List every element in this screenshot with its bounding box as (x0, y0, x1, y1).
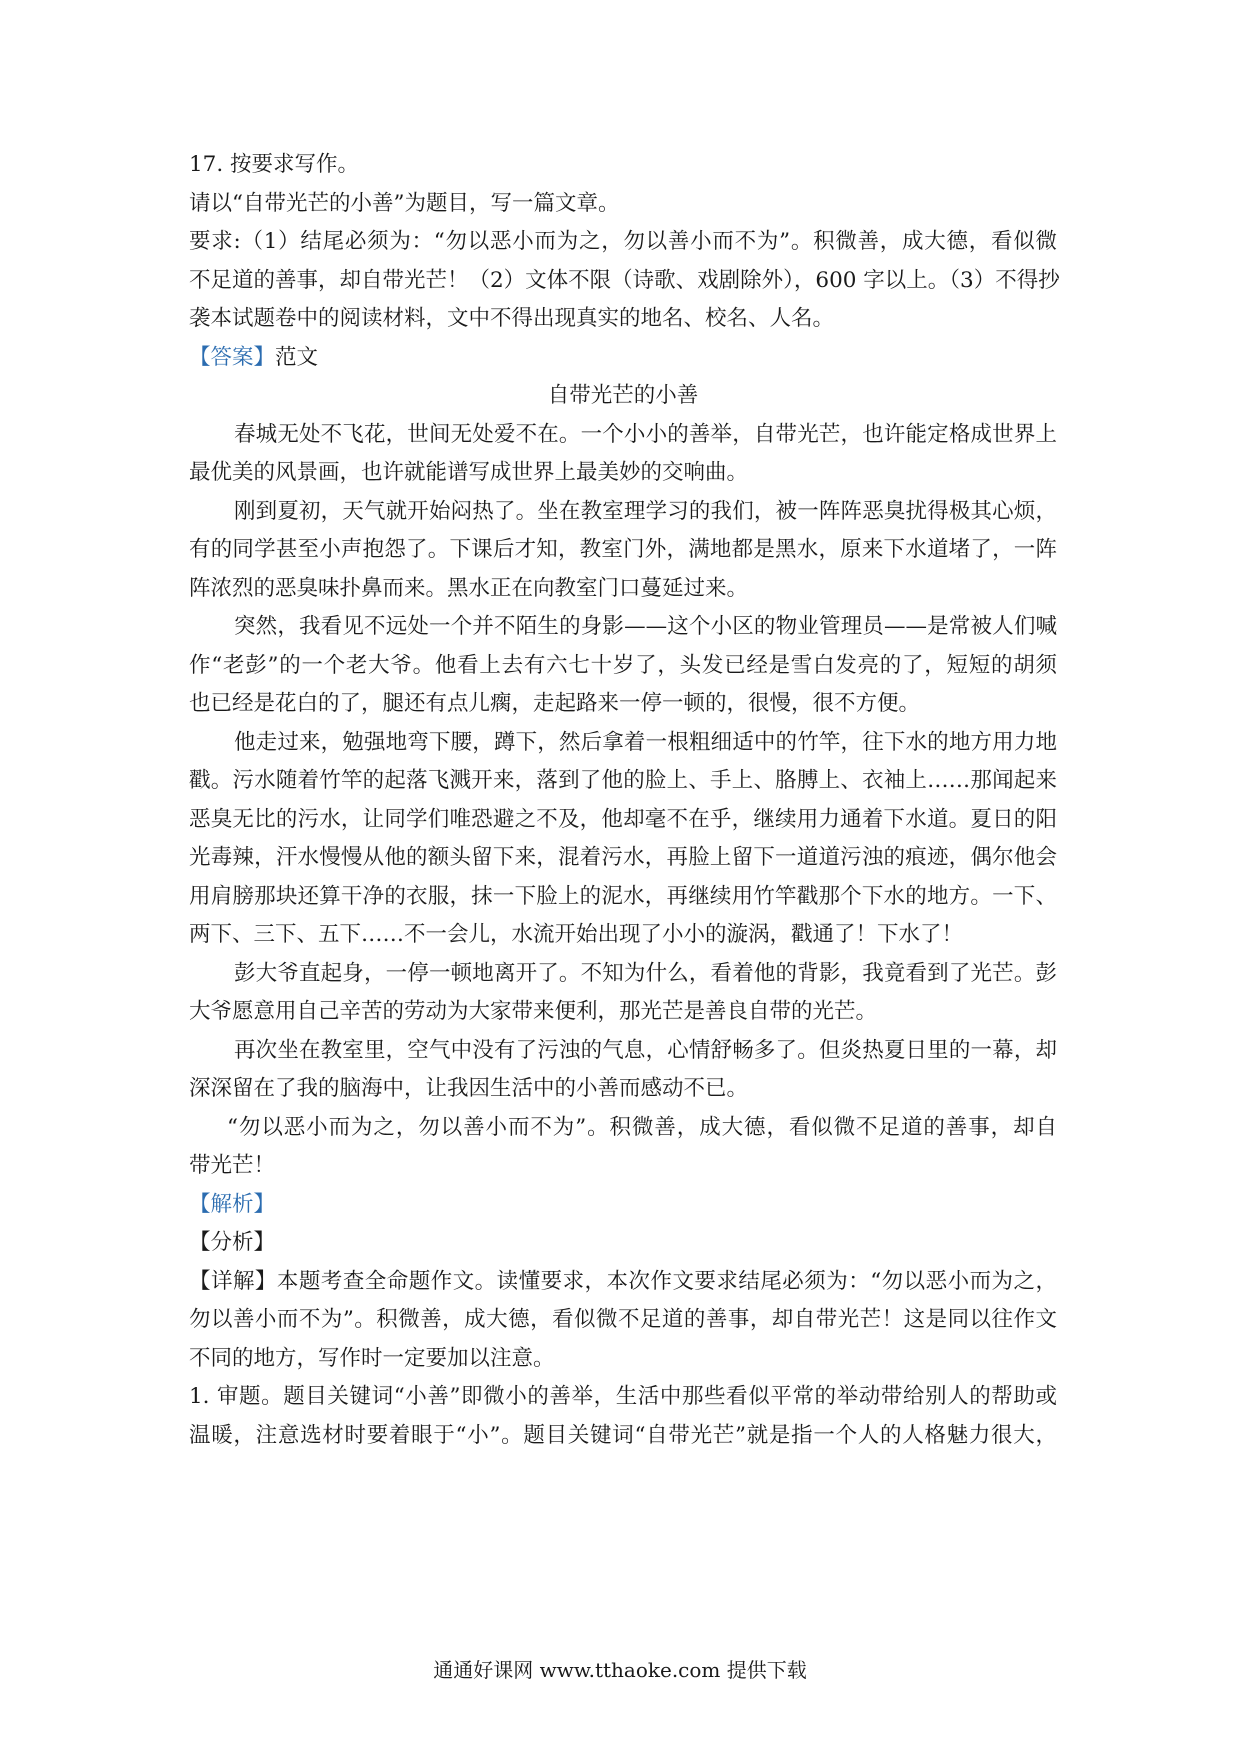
essay-line: 大爷愿意用自己辛苦的劳动为大家带来便利，那光芒是善良自带的光芒。 (189, 999, 878, 1024)
answer-tag: 【答案】 (189, 344, 276, 370)
answer-label: 范文 (275, 344, 319, 370)
analysis-point-line: 1. 审题。题目关键词“小善”即微小的善举，生活中那些看似平常的举动带给别人的帮助或 (189, 1384, 1057, 1409)
essay-line: 刚到夏初，天气就开始闷热了。坐在教室理学习的我们，被一阵阵恶臭扰得极其心烦， (234, 498, 1057, 524)
essay-title: 自带光芒的小善 (547, 383, 699, 408)
essay-line: 带光芒！ (189, 1153, 276, 1178)
essay-line: 突然，我看见不远处一个并不陌生的身影——这个小区的物业管理员——是常被人们喊 (234, 614, 1057, 639)
analysis-sub-tag: 【分析】 (189, 1230, 276, 1255)
analysis-point-line: 温暖，注意选材时要着眼于“小”。题目关键词“自带光芒”就是指一个人的人格魅力很大， (189, 1422, 1057, 1448)
essay-line: 用肩膀那块还算干净的衣服，抹一下脸上的泥水，再继续用竹竿戳那个下水的地方。一下、 (189, 883, 1057, 909)
answer-heading (189, 339, 1057, 378)
essay-line: 最优美的风景画，也许就能谱写成世界上最美妙的交响曲。 (189, 460, 749, 485)
essay-line: 阵浓烈的恶臭味扑鼻而来。黑水正在向教室门口蔓延过来。 (189, 575, 749, 601)
requirement-line: 不足道的善事，却自带光芒！（2）文体不限（诗歌、戏剧除外），600 字以上。（3）不得抄 (189, 267, 1060, 293)
essay-line: 深深留在了我的脑海中，让我因生活中的小善而感动不已。 (189, 1076, 749, 1101)
essay-line: 有的同学甚至小声抱怨了。下课后才知，教室门外，满地都是黑水，原来下水道堵了，一阵 (189, 537, 1057, 562)
essay-line: 春城无处不飞花，世间无处爱不在。一个小小的善举，自带光芒，也许能定格成世界上 (234, 421, 1057, 447)
essay-line: 戳。污水随着竹竿的起落飞溅开来，落到了他的脸上、手上、胳膊上、衣袖上……那闻起来 (189, 768, 1057, 793)
essay-line: 两下、三下、五下……不一会儿，水流开始出现了小小的漩涡，戳通了！下水了！ (189, 922, 964, 947)
essay-line: 彭大爷直起身，一停一顿地离开了。不知为什么，看着他的背影，我竟看到了光芒。彭 (234, 960, 1057, 986)
question-prompt: 请以“自带光芒的小善”为题目，写一篇文章。 (189, 190, 620, 216)
analysis-detail-line: 勿以善小而不为”。积微善，成大德，看似微不足道的善事，却自带光芒！这是同以往作文 (189, 1307, 1057, 1332)
requirement-line: 袭本试题卷中的阅读材料，文中不得出现真实的地名、校名、人名。 (189, 306, 835, 331)
requirement-line: 要求:（1）结尾必须为：“勿以恶小而为之，勿以善小而不为”。积微善，成大德，看似微 (189, 229, 1057, 254)
question-number-title: 17. 按要求写作。 (189, 152, 360, 177)
essay-line: “勿以恶小而为之，勿以善小而不为”。积微善，成大德，看似微不足道的善事，却自 (227, 1114, 1057, 1140)
essay-line: 恶臭无比的污水，让同学们唯恐避之不及，他却毫不在乎，继续用力通着下水道。夏日的阳 (189, 806, 1057, 832)
essay-line: 再次坐在教室里，空气中没有了污浊的气息，心情舒畅多了。但炎热夏日里的一幕，却 (234, 1037, 1057, 1063)
document-body (189, 146, 1060, 1455)
analysis-tag: 【解析】 (189, 1191, 276, 1217)
essay-line: 他走过来，勉强地弯下腰，蹲下，然后拿着一根粗细适中的竹竿，往下水的地方用力地 (234, 729, 1057, 755)
essay-line: 作“老彭”的一个老大爷。他看上去有六七十岁了，头发已经是雪白发亮的了，短短的胡须 (189, 652, 1057, 678)
essay-line: 也已经是花白的了，腿还有点儿瘸，走起路来一停一顿的，很慢，很不方便。 (189, 691, 921, 716)
essay-line: 光毒辣，汗水慢慢从他的额头留下来，混着污水，再脸上留下一道道污浊的痕迹，偶尔他会 (189, 845, 1057, 870)
page-footer: 通通好课网 www.tthaoke.com 提供下载 (433, 1658, 807, 1682)
analysis-detail-line: 不同的地方，写作时一定要加以注意。 (189, 1345, 555, 1371)
analysis-detail-line: 【详解】本题考查全命题作文。读懂要求，本次作文要求结尾必须为：“勿以恶小而为之， (189, 1268, 1057, 1294)
